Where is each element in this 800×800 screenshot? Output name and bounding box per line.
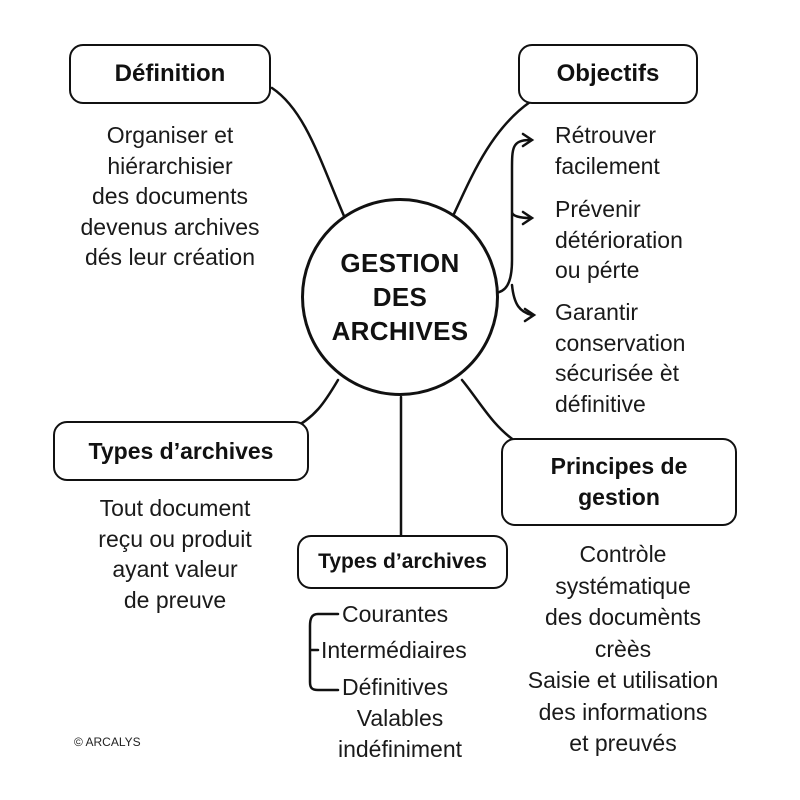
- types-definitives-note: Valables indéfiniment: [337, 705, 463, 762]
- types-item-definitives: Définitives: [342, 674, 449, 700]
- types-item-intermediaires: Intermédiaires: [321, 637, 467, 663]
- definition-box: [69, 44, 271, 104]
- definition-title: Définition: [114, 60, 226, 87]
- objectifs-item-2: Prévenir détérioration ou pérte: [555, 196, 683, 283]
- connector-objectifs: [453, 102, 530, 216]
- connector-principes: [462, 380, 515, 441]
- definition-text: Organiser et hiérarchisier des documents devenus archives dés leur création: [80, 122, 260, 270]
- principes-title: Principes de gestion: [550, 453, 688, 510]
- types-item-courantes: Courantes: [342, 601, 449, 627]
- center-topic: [301, 198, 499, 396]
- bracket-objectifs: [495, 140, 532, 315]
- objectifs-item-1: Rétrouver facilement: [555, 122, 660, 179]
- center-title: GESTION DES ARCHIVES: [331, 248, 469, 346]
- principes-box: [501, 438, 737, 526]
- objectifs-item-3: Garantir conservation sécurisée èt définitive: [555, 299, 686, 417]
- objectifs-title: Objectifs: [556, 60, 660, 87]
- types-archives-bottom-title: Types d’archives: [318, 550, 487, 573]
- types-archives-left-title: Types d’archives: [88, 437, 274, 464]
- objectifs-box: [518, 44, 698, 104]
- copyright-footer: © ARCALYS: [74, 735, 141, 749]
- types-archives-bottom-box: [297, 535, 508, 589]
- principes-text: Contròle systématique des documènts crèès Saisie et utilisation des informations et preuvés: [527, 541, 719, 756]
- types-archives-left-text: Tout document reçu ou produit ayant valeur de preuve: [98, 495, 252, 613]
- types-archives-left-box: [53, 421, 309, 481]
